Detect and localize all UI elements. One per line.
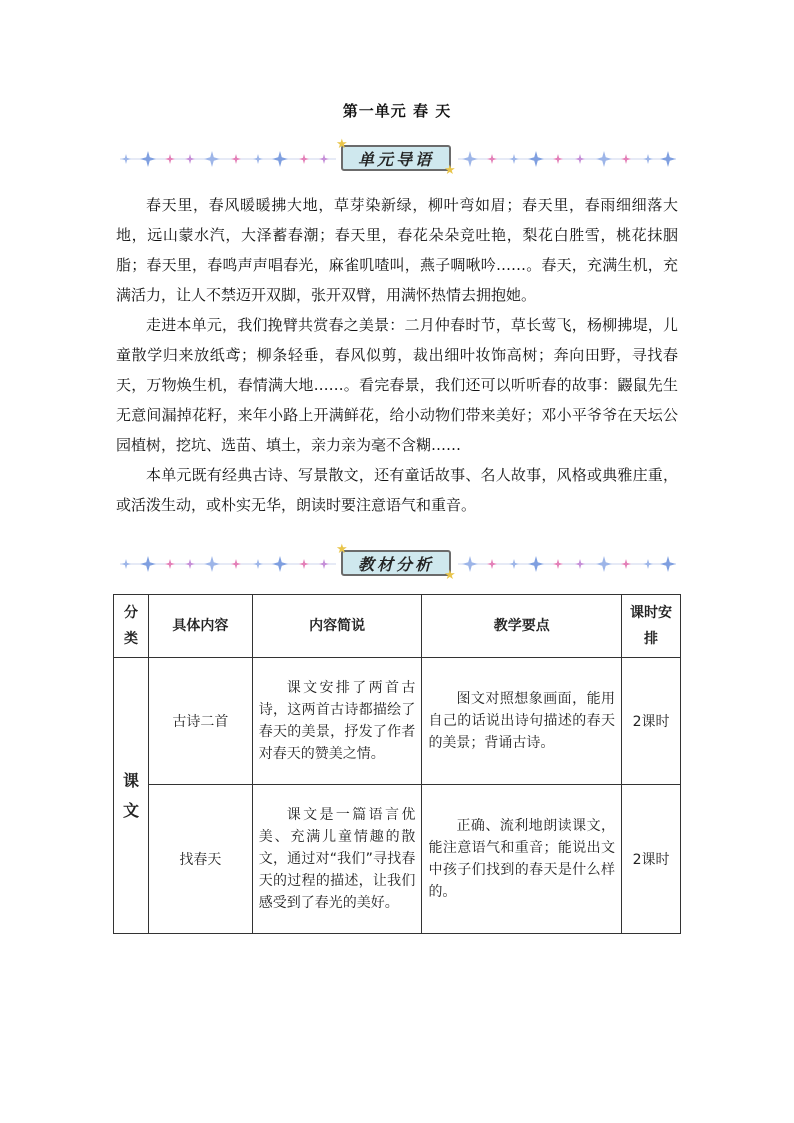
sparkle-icon: [204, 151, 220, 167]
unit-intro-text: [116, 190, 678, 520]
sparkle-icon: [319, 559, 329, 569]
sparkle-icon: [660, 556, 676, 572]
sparkle-icon: [165, 559, 175, 569]
sparkle-icon: [509, 154, 519, 164]
brief-cell: 课文是一篇语言优美、充满儿童情趣的散文，通过对“我们”寻找春天的过程的描述，让我们感受到了春光的美好。: [252, 785, 422, 934]
banner-label: 教材分析: [341, 550, 451, 576]
star-icon: ★: [336, 542, 348, 557]
star-icon: ★: [444, 568, 456, 583]
star-icon: ★: [444, 163, 456, 178]
sparkle-icon: [596, 151, 612, 167]
sparkle-icon: [643, 154, 653, 164]
sparkle-icon: [204, 556, 220, 572]
points-cell: 图文对照想象画面，能用自己的话说出诗句描述的春天的美景；背诵古诗。: [422, 658, 622, 785]
sparkle-icon: [528, 151, 544, 167]
sparkle-icon: [253, 154, 263, 164]
sparkle-icon: [575, 154, 585, 164]
sparkle-icon: [528, 556, 544, 572]
sparkle-icon: [462, 556, 478, 572]
sparkle-icon: [140, 151, 156, 167]
banner-label: 单元导语: [341, 145, 451, 171]
sparkle-icon: [319, 154, 329, 164]
points-cell: 正确、流利地朗读课文，能注意语气和重音；能说出文中孩子们找到的春天是什么样的。: [422, 785, 622, 934]
sparkle-icon: [121, 154, 131, 164]
sparkle-icon: [553, 559, 563, 569]
sparkle-icon: [185, 154, 195, 164]
header-brief: 内容简说: [252, 595, 422, 658]
sparkle-icon: [621, 559, 631, 569]
sparkle-icon: [462, 151, 478, 167]
sparkle-icon: [509, 559, 519, 569]
header-content: 具体内容: [148, 595, 252, 658]
sparkle-icon: [185, 559, 195, 569]
content-cell: 找春天: [148, 785, 252, 934]
table-header-row: [114, 595, 681, 658]
analysis-table: [113, 594, 681, 934]
content-cell: 古诗二首: [148, 658, 252, 785]
sparkle-icon: [299, 154, 309, 164]
brief-cell: 课文安排了两首古诗，这两首古诗都描绘了春天的美景，抒发了作者对春天的赞美之情。: [252, 658, 422, 785]
hours-cell: 2课时: [622, 658, 681, 785]
page-title: 第一单元 春 天: [342, 102, 452, 120]
sparkle-icon: [643, 559, 653, 569]
sparkle-icon: [575, 559, 585, 569]
sparkle-icon: [165, 154, 175, 164]
sparkle-icon: [596, 556, 612, 572]
sparkle-icon: [299, 559, 309, 569]
header-category: 分类: [114, 595, 149, 658]
hours-cell: 2课时: [622, 785, 681, 934]
header-hours: 课时安排: [622, 595, 681, 658]
sparkle-icon: [231, 154, 241, 164]
sparkle-icon: [231, 559, 241, 569]
sparkle-icon: [140, 556, 156, 572]
header-teaching-points: 教学要点: [422, 595, 622, 658]
star-icon: ★: [336, 137, 348, 152]
sparkle-icon: [253, 559, 263, 569]
table-row: [114, 785, 681, 934]
sparkle-icon: [553, 154, 563, 164]
banner-unit-intro: [118, 137, 678, 178]
intro-paragraph: 本单元既有经典古诗、写景散文，还有童话故事、名人故事，风格或典雅庄重，或活泼生动，或朴实无华，朗读时要注意语气和重音。: [116, 466, 678, 514]
sparkle-icon: [487, 559, 497, 569]
sparkle-icon: [621, 154, 631, 164]
sparkle-icon: [272, 556, 288, 572]
sparkle-icon: [272, 151, 288, 167]
sparkle-icon: [660, 151, 676, 167]
intro-paragraph: 春天里，春风暖暖拂大地，草芽染新绿，柳叶弯如眉；春天里，春雨细细落大地，远山蒙水汽，大泽蓄春潮；春天里，春花朵朵竞吐艳，梨花白胜雪，桃花抹胭脂；春天里，春鸣声声唱春光，麻雀叽喳叫，燕子啁啾吟……。春天，充满生机，充满活力，让人不禁迈开双脚，张开双臂，用满怀热情去拥抱她。: [116, 196, 678, 304]
category-cell: 课文: [114, 658, 149, 934]
sparkle-icon: [121, 559, 131, 569]
banner-material-analysis: [118, 542, 678, 583]
sparkle-icon: [487, 154, 497, 164]
table-row: [114, 658, 681, 785]
intro-paragraph: 走进本单元，我们挽臂共赏春之美景：二月仲春时节，草长莺飞，杨柳拂堤，儿童散学归来放纸鸢；柳条轻垂，春风似剪，裁出细叶妆饰高树；奔向田野，寻找春天，万物焕生机，春情满大地……。看完春景，我们还可以听听春的故事：鼹鼠先生无意间漏掉花籽，来年小路上开满鲜花，给小动物们带来美好；邓小平爷爷在天坛公园植树，挖坑、选苗、填土，亲力亲为毫不含糊……: [116, 316, 678, 454]
